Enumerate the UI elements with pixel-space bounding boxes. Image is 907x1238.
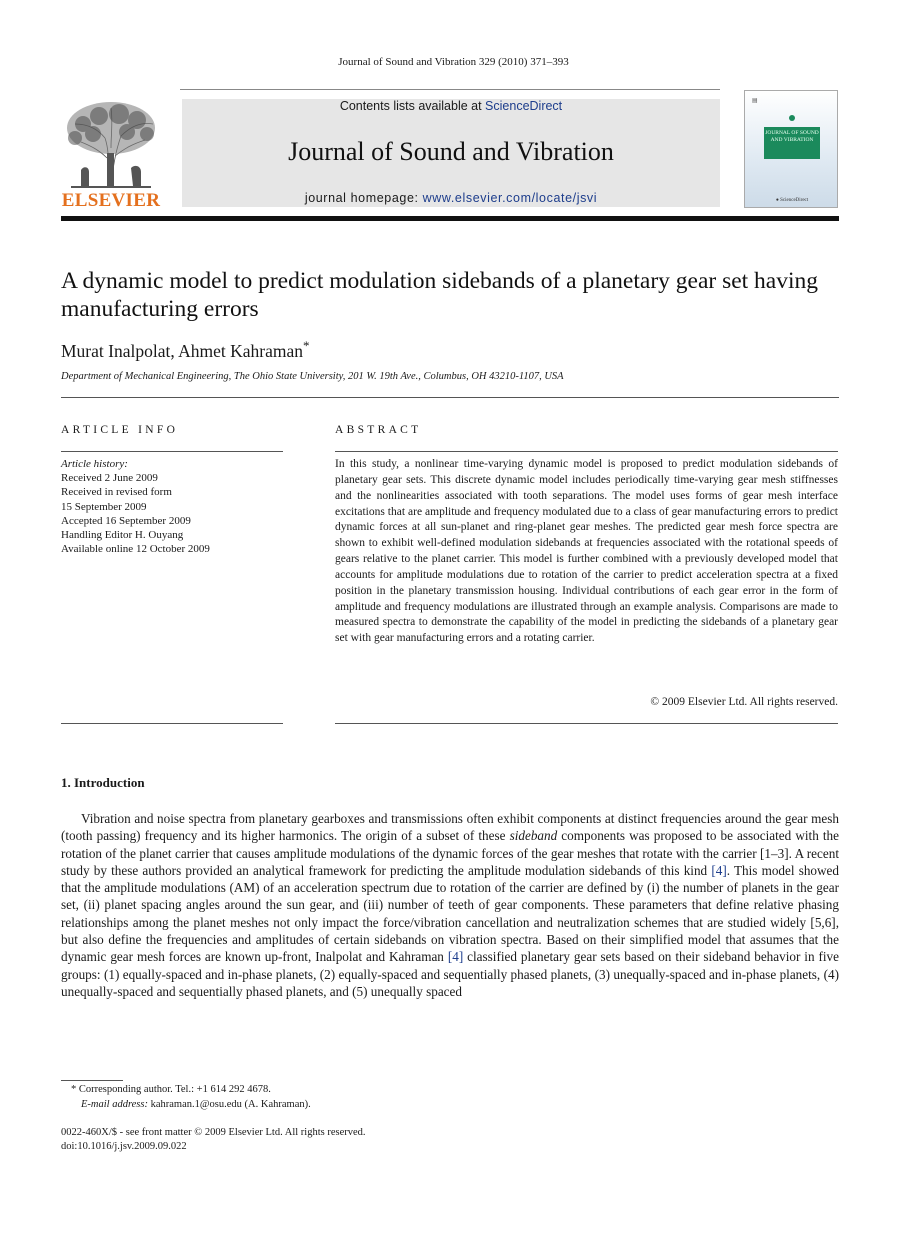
abstract-copyright: © 2009 Elsevier Ltd. All rights reserved. bbox=[650, 696, 838, 708]
cover-corner-mark: ▤ bbox=[752, 98, 758, 104]
cover-emblem-icon bbox=[789, 115, 795, 121]
email-footnote bbox=[81, 1099, 311, 1110]
elsevier-wordmark: ELSEVIER bbox=[61, 190, 161, 211]
contents-line bbox=[182, 99, 720, 113]
history-label: Article history: bbox=[61, 458, 128, 470]
history-item: Handling Editor H. Ouyang bbox=[61, 529, 184, 542]
footnote-mark: * bbox=[71, 1084, 77, 1095]
article-info-heading: ARTICLE INFO bbox=[61, 424, 179, 436]
affiliation: Department of Mechanical Engineering, The Ohio State University, 201 W. 19th Ave., Columbus, OH 43210-1107, USA bbox=[61, 371, 564, 382]
introduction-body bbox=[61, 810, 839, 1000]
email-value[interactable]: kahraman.1@osu.edu (A. Kahraman). bbox=[147, 1099, 311, 1110]
article-history bbox=[61, 457, 281, 556]
email-label: E-mail address: bbox=[81, 1099, 148, 1110]
abstract-heading: ABSTRACT bbox=[335, 424, 422, 436]
history-item: Accepted 16 September 2009 bbox=[61, 514, 191, 527]
corresponding-author-mark[interactable]: * bbox=[303, 338, 310, 353]
doi[interactable]: doi:10.1016/j.jsv.2009.09.022 bbox=[61, 1141, 187, 1152]
cover-title: JOURNAL OF SOUND AND VIBRATION bbox=[764, 127, 820, 159]
paragraph-text: Vibration and noise spectra from planetary gearboxes and transmissions often exhibit components at distinct frequencies around the gear mesh (tooth passing) frequency and its higher harmonics. The origin of a subset of these bbox=[61, 811, 839, 844]
cover-publisher-mark: ● ScienceDirect bbox=[775, 198, 809, 203]
front-matter: 0022-460X/$ - see front matter © 2009 Elsevier Ltd. All rights reserved. bbox=[61, 1127, 366, 1138]
header-divider bbox=[180, 89, 720, 90]
section-heading-introduction: 1. Introduction bbox=[61, 775, 145, 790]
reference-link[interactable]: [4] bbox=[447, 949, 464, 965]
homepage-prefix: journal homepage: bbox=[304, 191, 423, 205]
footnote-text: Corresponding author. Tel.: +1 614 292 4678. bbox=[76, 1084, 271, 1095]
reference-link[interactable]: [4] bbox=[711, 862, 727, 878]
journal-homepage bbox=[182, 191, 720, 205]
sciencedirect-link[interactable]: ScienceDirect bbox=[485, 99, 563, 113]
abstract-text: In this study, a nonlinear time-varying dynamic model is proposed to predict modulation sidebands of planetary gear sets. This discrete dynamic model includes periodically time-varying gear mesh stiffnesses and the nonlinearities associated with tooth separations. The model uses forms of gear mesh interface excitations that are amplitude and frequency modulated due to a class of gear manufacturing errors to predict dynamic forces at all sun-planet and ring-planet gear meshes. The predicted gear mesh force spectra are shown to exhibit well-defined modulation sidebands at frequencies associated with the rotational speeds of gears relative to the planet carrier. This model is further combined with a previously developed model that accounts for amplitude modulations due to rotation of the carrier to predict acceleration spectra at a fixed position in the planetary transmission housing. Individual contributions of each gear error in the form of amplitude and frequency modulations are illustrated through an example analysis. Comparisons are made to measured spectra to demonstrate the capability of the model in predicting the sidebands of a planetary gear set with gear manufacturing errors and a rotating carrier. bbox=[335, 458, 838, 645]
history-item: Available online 12 October 2009 bbox=[61, 543, 210, 556]
history-item: Received 2 June 2009 bbox=[61, 472, 158, 485]
abstract-rule bbox=[335, 451, 838, 452]
emphasis-sideband: sideband bbox=[509, 828, 558, 844]
history-item: Received in revised form bbox=[61, 486, 172, 499]
article-info-bottom-rule bbox=[61, 723, 283, 724]
journal-title: Journal of Sound and Vibration bbox=[288, 137, 614, 166]
paragraph-text: . This model showed that the amplitude modulations (AM) of an acceleration spectrum due to rotation of the carrier are defined by (i) the number of planets in the gear set, (ii) planet spacing angles around the sun gear, and (iii) number of teeth of gear components. These parameters that define relative phasing relationships among the planet meshes not only impact the force/vibration cancellation and neutralization schemes that are studied widely [5,6], but also define the frequencies and amplitudes of certain sidebands on vibration spectra. Based on their simplified model that assumes that the dynamic gear mesh forces are known up-front, Inalpolat and Kahraman bbox=[61, 862, 839, 965]
introduction-paragraph bbox=[61, 810, 839, 1000]
header-thick-rule bbox=[61, 216, 839, 221]
homepage-link[interactable]: www.elsevier.com/locate/jsvi bbox=[422, 191, 598, 205]
abstract-bottom-rule bbox=[335, 723, 838, 724]
title-divider bbox=[61, 397, 839, 398]
journal-cover-thumbnail bbox=[744, 90, 838, 208]
author-list bbox=[61, 338, 310, 362]
article-info-rule bbox=[61, 451, 283, 452]
corresponding-author-footnote bbox=[71, 1084, 271, 1095]
contents-prefix: Contents lists available at bbox=[339, 99, 486, 113]
journal-citation: Journal of Sound and Vibration 329 (2010) 371–393 bbox=[338, 56, 569, 68]
paragraph-text: classified planetary gear sets based on their sideband behavior in five groups: (1) equally-spaced and in-phase planets, (2) equally-spaced and sequentially phased planets, (3) unequally-spaced and in-phase planets, (4) unequally-spaced and sequentially phased planets, and (5) unequally spaced bbox=[61, 949, 839, 999]
footnote-rule bbox=[61, 1080, 123, 1081]
authors-text: Murat Inalpolat, Ahmet Kahraman bbox=[61, 340, 304, 361]
paragraph-text: components was proposed to be associated with the rotation of the planet carrier that causes amplitude modulations of the dynamic forces of the gear meshes that rotate with the carrier [1–3]. A recent study by these authors provided an analytical framework for predicting the amplitude modulation sidebands of this kind bbox=[61, 828, 839, 878]
history-item: 15 September 2009 bbox=[61, 500, 147, 513]
article-title: A dynamic model to predict modulation sidebands of a planetary gear set having manufacturing errors bbox=[61, 268, 819, 322]
